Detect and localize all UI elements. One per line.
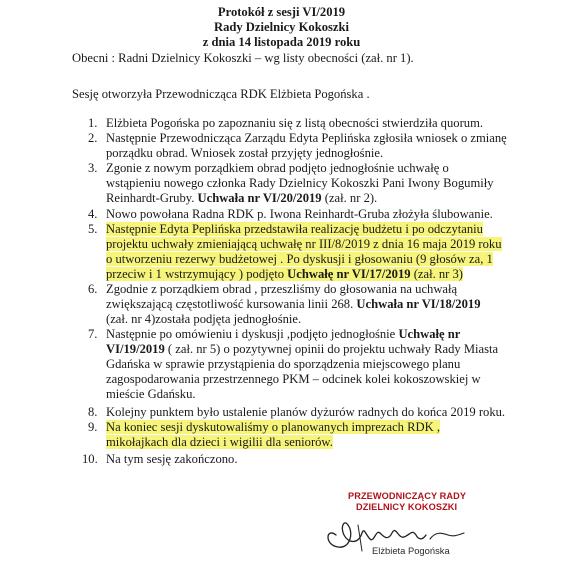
- title-line-1: Protokół z sesji VI/2019: [217, 5, 346, 19]
- item-6-number: 6.: [88, 282, 98, 296]
- item-5-line: [106, 222, 483, 237]
- highlighted-text: Następnie Edyta Peplińska przedstawiła realizację budżetu i po odczytaniu: [106, 222, 483, 236]
- item-7-line: Gdańska w sprawie przystąpienia do sporządzenia miejscowego planu: [106, 357, 461, 371]
- highlighted-text: Na koniec sesji dyskutowaliśmy o planowanych imprezach RDK ,: [106, 420, 441, 434]
- item-2-line: Następnie Przewodnicząca Zarządu Edyta Peplińska zgłosiła wniosek o zmianę: [106, 131, 507, 145]
- item-4-line: Nowo powołana Radna RDK p. Iwona Reinhardt-Gruba złożyła ślubowanie.: [106, 207, 493, 221]
- item-7-text: ( zał. nr 5) o pozytywnej opinii do projektu uchwały Rady Miasta: [164, 342, 499, 356]
- signer-name: Elżbieta Pogońska: [372, 545, 450, 556]
- item-9-line: [106, 420, 440, 435]
- item-6-line: (zał. nr 4)została podjęta jednogłośnie.: [106, 312, 302, 326]
- item-3-line: Zgonie z nowym porządkiem obrad podjęto jednogłośnie uchwałę o: [106, 161, 449, 175]
- opening-line: Sesję otworzyła Przewodnicząca RDK Elżbieta Pogońska .: [72, 87, 370, 101]
- item-7-line: [106, 342, 498, 357]
- attendance-line: Obecni : Radni Dzielnicy Kokoszki – wg listy obecności (zał. nr 1).: [72, 51, 414, 65]
- stamp-line-1: PRZEWODNICZĄCY RADY: [348, 491, 467, 501]
- resolution-vi-19: VI/19/2019: [106, 342, 165, 356]
- item-5-line: [106, 252, 493, 267]
- highlighted-text: mikołajkach dla dzieci i wigilii dla seniorów.: [106, 435, 333, 449]
- item-4-number: 4.: [88, 207, 98, 221]
- stamp-line-2: DZIELNICY KOKOSZKI: [356, 502, 458, 512]
- item-3-number: 3.: [88, 161, 98, 175]
- highlighted-text: (zał. nr 3): [410, 267, 463, 281]
- resolution-vi-20: Uchwała nr VI/20/2019: [197, 191, 322, 205]
- item-8-number: 8.: [88, 405, 98, 419]
- title-line-3: z dnia 14 listopada 2019 roku: [202, 35, 361, 49]
- highlighted-text: przeciw i 1 wstrzymujący ) podjęto: [106, 267, 288, 281]
- title-line-2: Rady Dzielnicy Kokoszki: [213, 20, 350, 34]
- item-2-line: porządku obrad. Wniosek został przyjęty jednogłośnie.: [106, 146, 384, 160]
- resolution-vi-18: Uchwała nr VI/18/2019: [356, 297, 481, 311]
- item-7-number: 7.: [88, 327, 98, 341]
- item-7-line: mieście Gdańsku.: [106, 387, 196, 401]
- highlighted-text: o utworzeniu rezerwy budżetowej . Po dyskusji i głosowaniu (9 głosów za, 1: [106, 252, 493, 266]
- item-7-line: zagospodarowania przestrzennego PKM – odcinek kolei kokoszowskiej w: [106, 372, 481, 386]
- item-9-number: 9.: [88, 420, 98, 434]
- item-10-line: Na tym sesję zakończono.: [106, 452, 238, 466]
- item-8-line: Kolejny punktem było ustalenie planów dyżurów radnych do końca 2019 roku.: [106, 405, 506, 419]
- resolution-vi-17: Uchwałę nr VI/17/2019: [287, 267, 411, 281]
- item-5-line: [106, 237, 502, 252]
- item-5-number: 5.: [88, 222, 98, 236]
- item-1-number: 1.: [88, 116, 98, 130]
- item-7-line: [106, 327, 460, 342]
- item-7-text: Następnie po omówieniu i dyskusji ,podjęto jednogłośnie: [106, 327, 399, 341]
- item-6-line: [106, 297, 481, 312]
- item-5-line: [106, 267, 463, 282]
- resolution-vi-19-part: Uchwałę nr: [398, 327, 461, 341]
- item-3-line: wstąpieniu nowego członka Rady Dzielnicy Kokoszki Pani Iwony Bogumiły: [106, 176, 494, 190]
- item-10-number: 10.: [82, 452, 98, 466]
- item-9-line: [106, 435, 333, 450]
- item-6-text: zwiększającą częstotliwość kursowania linii 268.: [106, 297, 357, 311]
- highlighted-text: projektu uchwały zmieniającą uchwałę nr III/8/2019 z dnia 16 maja 2019 roku: [106, 237, 502, 251]
- item-6-line: Zgodnie z porządkiem obrad , przeszliśmy do głosowania na uchwałą: [106, 282, 458, 296]
- item-3-text: (zał. nr 2).: [321, 191, 378, 205]
- item-3-text: Reinhardt-Gruby.: [106, 191, 198, 205]
- item-2-number: 2.: [88, 131, 98, 145]
- item-3-line: [106, 191, 377, 206]
- item-1-line: Elżbieta Pogońska po zapoznaniu się z listą obecności stwierdziła quorum.: [106, 116, 484, 130]
